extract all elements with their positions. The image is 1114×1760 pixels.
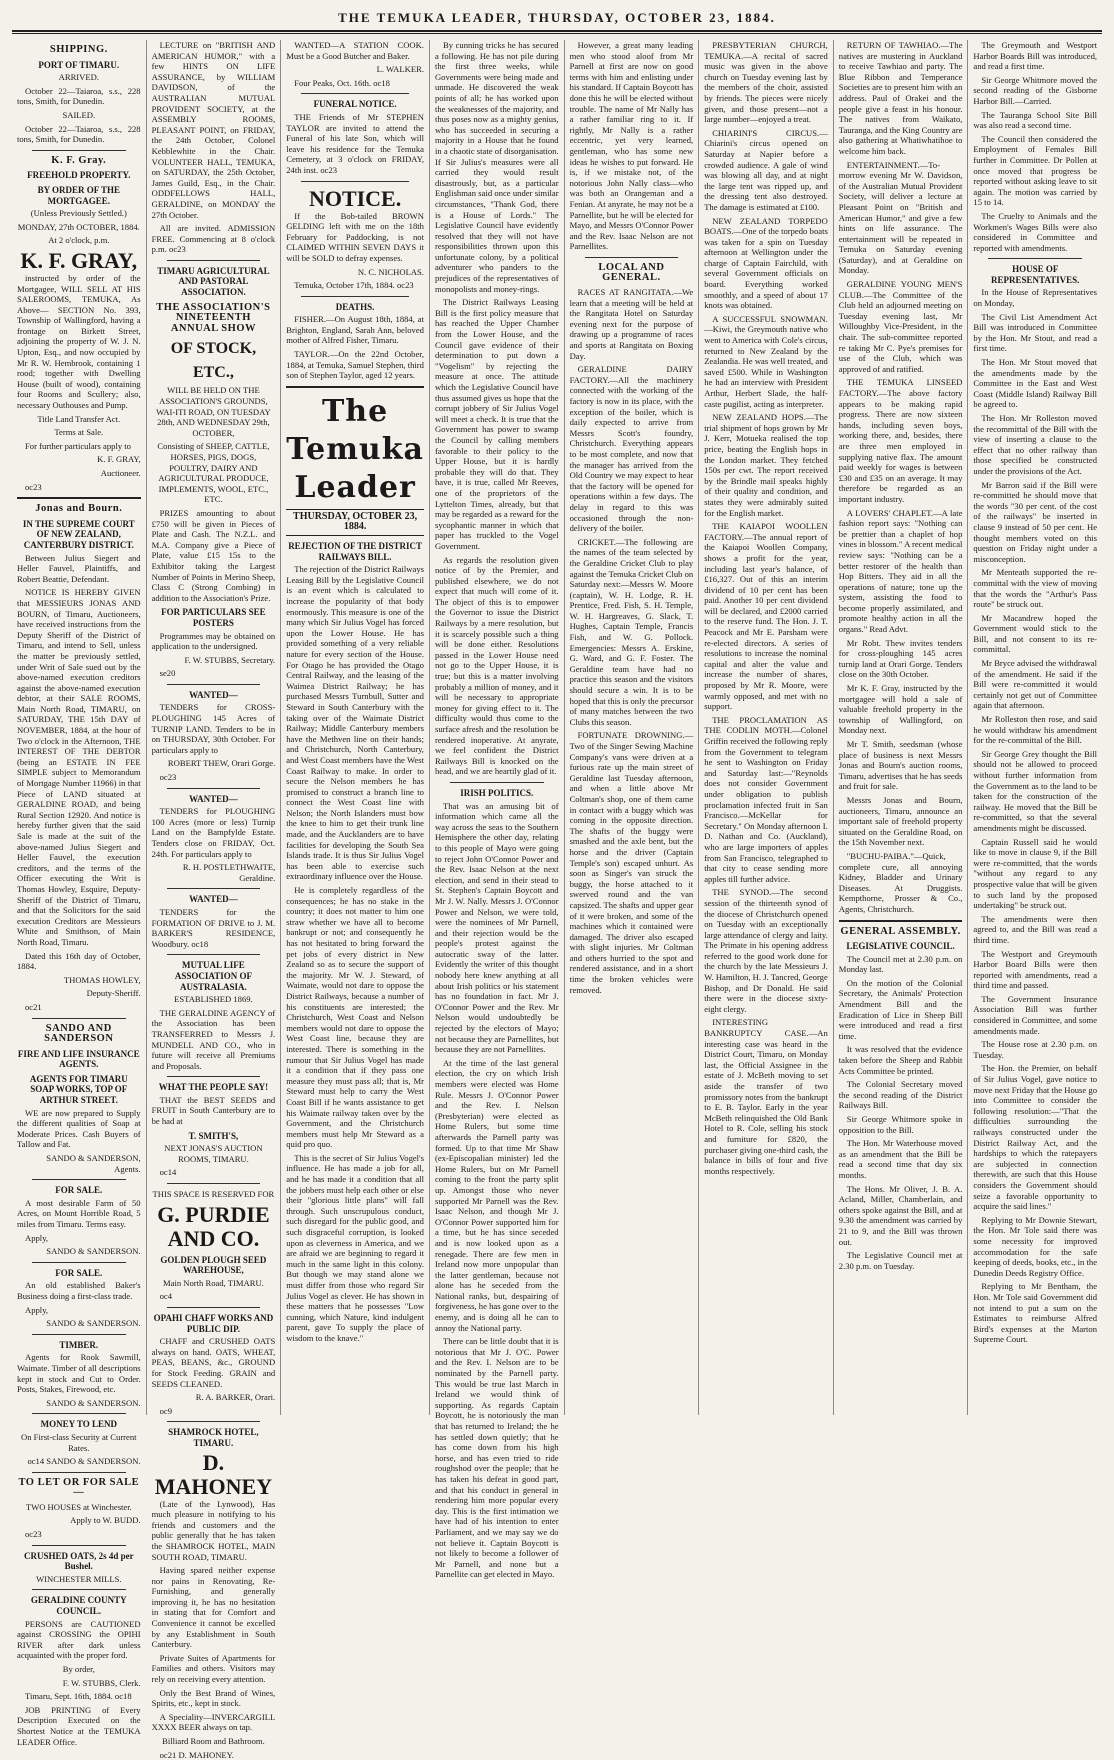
tenders-cross: TENDERS for CROSS-PLOUGHING 145 Acres of TURNIP LAND. Tenders to be in on THURSDAY, 30th October. For particulars apply to xyxy=(151,702,276,755)
geraldine-agency: THE GERALDINE AGENCY of the Association has been TRANSFERRED to Messrs J. MUNDELL AND CO., who in future will receive all Premiums and Proposals. xyxy=(151,1007,276,1071)
bakers-text: An old established Baker's Business doing a first-class trade. xyxy=(17,1280,141,1301)
opahi-title: OPAHI CHAFF WORKS AND PUBLIC DIP. xyxy=(153,1313,274,1334)
gray-name: K. F. Gray. xyxy=(51,154,107,166)
stock-title: OF STOCK, ETC., xyxy=(170,340,257,382)
sando-title: SANDO AND SANDERSON xyxy=(44,1022,114,1045)
consisting-text: Consisting of SHEEP, CATTLE, HORSES, PIGS, DOGS, POULTRY, DAIRY AND AGRICULTURAL PRODUCE, IMPLEMENTS, WOOL, ETC., ETC. xyxy=(157,441,270,505)
news-item: GERALDINE YOUNG MEN'S CLUB.—The Committee of the Club held an adjourned meeting on Tuesday evening last, Mr Willoughby Vice-President, in the chair. The sub-committee reported re taking Mr C. Pye's premises for use of the Club, which was approved of and ratified. xyxy=(838,279,963,374)
golden-title: GOLDEN PLOUGH SEED WAREHOUSE, xyxy=(160,1254,267,1276)
council-paragraph: The Hon. Mr Waterhouse moved as an amendment that the Bill be read a second time that day six months. xyxy=(838,1138,963,1180)
house-paragraph: Mr Barron said if the Bill were re-committed he should move that the words "30 per cent. of the cost of the railways" be inserted in clause 9 instead of 50 per cent. He thought members voted on this question on Friday night under a misconception. xyxy=(973,479,1098,564)
court-body: NOTICE IS HEREBY GIVEN that MESSIEURS JONAS AND BOURN, of Timaru, Auctioneers, have received instructions from the Deputy Sheriff of the District of Timaru, and intend to Sell, unless the matter be previously settled, under Writ of Sale sued out by the above-named execution creditors against the above-named execution debtor, at their SALE ROOMS, Main North Road, TIMARU, on SATURDAY, THE 15th DAY of NOVEMBER, 1884, at the hour of Two o'clock in the Afternoon, THE INTEREST OF THE DEBTOR (being an ESTATE IN FEE SIMPLE subject to Memorandum of Mortgage Number 11966) in that Piece of LAND situated at GERALDINE ROAD, and being Rural Section 12920. And notice is hereby further given that the said Sale is made at the suit of the above-named Julius Siegert and Heller Fauvel, the execution creditors, and the terms of the Officer executing the Writ is Thomas Howley, Esquire, Deputy-Sheriff of the District of Timaru, and that the Solicitors for the said execution Creditors are Messieurs White and Smithson, of Main North Road, Timaru. xyxy=(17,587,141,947)
thew-signature: ROBERT THEW, Orari Gorge. xyxy=(167,758,276,769)
particulars: For further particulars apply to xyxy=(25,440,131,451)
divider xyxy=(301,93,409,94)
apply-text: Apply, xyxy=(25,1232,49,1243)
deputy: Deputy-Sheriff. xyxy=(86,988,141,999)
sando-signature: SANDO & SANDERSON. xyxy=(46,1397,141,1408)
nicholas-signature: N. C. NICHOLAS. xyxy=(357,266,424,277)
news-item: INTERESTING BANKRUPTCY CASE.—An interesting case was heard in the District Court, Timaru, on Monday last, the Official Assignee in the estate of J. McBeth moving to set aside the transfer of two promissory notes from the bankrupt to E. B. Taylor. Early in the year McBeth relinquished the Old Bank Hotel to R. Cole, selling his stock and furniture for £820, the purchaser giving one-third cash, the balance in bills of four and five months respectively. xyxy=(704,1017,828,1176)
court-dated: Dated this 16th day of October, 1884. xyxy=(17,950,141,972)
main-north: Main North Road, TIMARU. xyxy=(163,1277,264,1288)
house-paragraph: The Government Insurance Association Bill was further considered in Committee, and some amendments made. xyxy=(973,993,1098,1036)
council-paragraph: The Council met at 2.30 p.m. on Monday last. xyxy=(838,953,963,975)
only-best-text: Only the Best Brand of Wines, Spirits, etc., kept in stock. xyxy=(151,1687,276,1709)
court-between: Between Julius Siegert and Heller Fauvel, Plaintiffs, and Robert Beattie, Defendant. xyxy=(17,552,141,584)
running-header: THE TEMUKA LEADER, THURSDAY, OCTOBER 23, 1884. xyxy=(338,10,776,25)
established-text: ESTABLISHED 1869. xyxy=(174,994,253,1005)
house-paragraph: The Hon. Mr Stout moved that the amendments made by the Committee in the East and West Coast (Middle Island) Railway Bill be agreed to. xyxy=(973,357,1098,410)
council-paragraph: The Tauranga School Site Bill was also read a second time. xyxy=(973,109,1098,131)
howley: THOMAS HOWLEY, xyxy=(63,974,141,985)
news-item: RETURN OF TAWHIAO.—The natives are mustering in Auckland to receive Tawhiao and party. The Blue Ribbon and Temperance Societies are to present him with an address. Paul of Orakei and the people give a feast in his honour. The natives from Waikato, Tauranga, and the King Country are also gathering at Whatiwhatihoe to welcome him back. xyxy=(838,40,963,156)
admission-text: All are invited. ADMISSION FREE. Commencing at 8 o'clock p.m. oc23 xyxy=(151,223,276,255)
divider xyxy=(167,1421,261,1422)
column-6 xyxy=(699,40,834,1415)
house-paragraph: Mr Menteath supported the re-committal with the view of moving that the words the "Arthur's Pass route" be struck out. xyxy=(973,567,1098,610)
freehold-title: FREEHOLD PROPERTY. xyxy=(27,170,131,181)
order-text: By order, xyxy=(62,1664,95,1674)
house-paragraph: Sir George Grey thought the Bill should not be allowed to proceed without further information from the Government as to the land to be taken for the construction of the railway. He moved that the Bill be re-committed, so that the several amendments might be discussed. xyxy=(973,748,1098,833)
column-4 xyxy=(430,40,565,1580)
news-item: Mr T. Smith, seedsman (whose place of business is next Messrs Jonas and Bourn's auction rooms, Timaru, advertises that he has seeds and fruit for sale. xyxy=(838,739,963,792)
arrived-text: October 22—Taiaroa, s.s., 228 tons, Smith, for Dunedin. xyxy=(17,85,141,107)
house-paragraph: The amendments were then agreed to, and the Bill was read a third time. xyxy=(973,913,1098,945)
four-peaks: Four Peaks, Oct. 16th. oc18 xyxy=(294,77,390,88)
divider xyxy=(167,260,261,261)
title-land: Title Land Transfer Act. xyxy=(37,413,121,424)
column-1 xyxy=(12,40,147,1747)
rejection-paragraph: This is the secret of Sir Julius Vogel's influence. He has made a job for all, and he has made it a condition that all the jobbers must help each other or else their "glorious little plans" will fall through. Such unscrupulous conduct, such disregard for the public good, and such disgraceful corruption, is looked upon as cleverness in America, and we are afraid we are beginning to regard it much in the same light in this colony. But though we may stand alone we must differ from those who regard Sir Julius Vogel as clever. He has shown in these matters that he possesses "Low cunning, which Nature, kind indulgent parent, gave To supply the place of wisdom to the knave." xyxy=(286,1152,424,1343)
divider xyxy=(32,150,126,151)
divider xyxy=(32,1589,126,1590)
news-item: GERALDINE DAIRY FACTORY.—All the machinery connected with the working of the factory is now in its place, with the exception of the boiler, which is daily expected to arrive from Messrs Scott's foundry, Christchurch. Everything appears to be most complete, and now that the manager has arrived from the Old Country we may expect to hear that the factory will be opened for operations within a few days. The delay in regard to this was occasioned through the non-delivery of the boiler. xyxy=(569,364,694,534)
irish-paragraph: However, a great many leading men who stood aloof from Mr Parnell at first are now on good terms with him and enlisting under his standard. If Captain Boycott has done this he will be elected without trouble. The name of Mr Nally has a rather familiar ring to it. If rightly, Mr Nally is a rather eccentric, yet very learned, gentleman, who has some new ideas he wishes to put forward. He is, if we mistake not, of the notorious John Nally class—who was both an Orangeman and a Fenian. At anyrate, he may not be a Parnellite, but he will be elected for Mayo, and Messrs O'Connor Power and the Rev. Isaac Nelson are not Parnellites. xyxy=(569,40,694,252)
divider xyxy=(32,1262,126,1263)
news-item: THE KAIAPOI WOOLLEN FACTORY.—The annual report of the Kaiapoi Woollen Company, shows a profit for the year, including last year's balance, of £16,327. Out of this an interim dividend of 10 per cent has been paid. Another 10 per cent dividend will be declared, and £2000 carried to the reserve fund. The Hon. J. T. Peacock and Mr E. Parsham were re-elected directors. A series of resolutions to increase the nominal capital and alter the value and increase the number of shares, proposed by Mr R. Moore, were warmly opposed, and met with no support. xyxy=(704,521,828,712)
wanted-title: WANTED— xyxy=(189,689,238,700)
terms: Terms at Sale. xyxy=(54,427,104,438)
news-item: A LOVERS' CHAPLET.—A late fashion report says: "Nothing can be prettier than a chaplet of hop vines in blossom." A recent medical review says: "Nothing can be a better restorer of the health than Hop Bitters. They aid in all the operations of nature; tone up the system, assisting the food to become properly assimilated, and promote healthy action in all the organs." Read Advt. xyxy=(838,507,963,635)
taylor-death: TAYLOR.—On the 22nd October, 1884, at Temuka, Samuel Stephen, third son of Stephen Taylor, aged 12 years. xyxy=(286,349,424,381)
mortgagee-title: BY ORDER OF THE MORTGAGEE. xyxy=(37,184,121,206)
divider xyxy=(32,1018,126,1019)
billiard-text: Billiard Room and Bathroom. xyxy=(162,1736,265,1746)
programmes-text: Programmes may be obtained on application to the undersigned. xyxy=(151,630,276,652)
shipping-title: SHIPPING. xyxy=(49,44,108,55)
council-paragraph: The Legislative Council met at 2.30 p.m. on Tuesday. xyxy=(838,1250,963,1271)
sando-sub: FIRE AND LIFE INSURANCE AGENTS. xyxy=(17,1048,140,1070)
crushed-title: CRUSHED OATS, 2s 4d per Bushel. xyxy=(24,1550,134,1572)
best-seeds: THAT the BEST SEEDS and FRUIT in South Canterbury are to be had at xyxy=(151,1094,276,1127)
house-paragraph: Mr Rolleston then rose, and said he would withdraw his amendment for the re-committal of the Bill. xyxy=(973,714,1098,746)
house-paragraph: Mr Bryce advised the withdrawal of the amendment. He said if the Bill were re-committed it would certainly not get out of Committee again that afternoon. xyxy=(973,658,1098,711)
winchester-mills: WINCHESTER MILLS. xyxy=(36,1573,122,1584)
sando-signature: oc14 SANDO & SANDERSON. xyxy=(27,1456,141,1467)
divider xyxy=(450,782,544,783)
held-text: WILL BE HELD ON THE ASSOCIATION'S GROUNDS, WAI-ITI ROAD, ON TUESDAY 28th, AND WEDNESDAY 29th, OCTOBER, xyxy=(156,385,271,438)
sailed-label: SAILED. xyxy=(62,109,96,120)
divider xyxy=(167,1076,261,1077)
article-paragraph: By cunning tricks he has secured a following. He has not pile during the first three weeks, while Governments were being made and unmade. He discovered the weak points of all; he has worked upon the weaknesses of the majority, and thus poses now as a mighty genius, who has succeeded in securing a majority in a House that he found in a chaotic state of disorganisation. If Sir Julius's measures were all carried they would result disastrously, but, as a particular Englishman said once under similar circumstances, "Thank God, there is a House of Lords." The Legislative Council have evidently resolved that they will not have responsibilities thrown upon this unfortunate colony, by a political adventurer who panders to the prejudices of the representatives of monopolists and money-rings. xyxy=(434,40,559,294)
irish-paragraph: That was an amusing bit of information which came all the way across the seas to the Southern Hemisphere the other day, relating to this people of Mayo were going to reject John O'Connor Power and the Rev. Isaac Nelson at the next election, and send in their stead to St. Stephen's Captain Boycott and Mr J. W. Nally. Messrs J. O'Connor Power and Nelson, we were told, were the nominees of Mr Parnell, and their rejection would be the people's protest against the autocratic sway of the latter. Evidently the writer of this thought nobody here knew anything at all about Irish politics or his statement has no foundation in fact. Mr J. O'Connor Power and the Rev. Mr Nelson would undoubtedly be rejected by the electors of Mayo; not because they are Parnellites, but because they are not Parnellites. xyxy=(434,800,559,1055)
timaru-date: Timaru, Sept. 16th, 1884. oc18 xyxy=(25,1691,132,1702)
rejection-paragraph: He is completely regardless of the consequences; he has no stake in the country; it does not matter to him one straw whether we have all to become bankrupt or not; and consequently he has not hesitated to bring forward the pet jobs of every district in New Zealand so as to secure the support of the majority. Mr W. J. Steward, of Waimate, would not dare to oppose the District Railways, because a number of his constituents are interested; the Christchurch, West Coast and Nelson members would not dare to oppose the West Coast line, because they are interested. There is something in the rumour that Sir Julius Vogel has made it a condition that if they pass one measure they must pass all; that is, Mr Steward must help to carry the West Coast Bill if he wants assistance to get his Waimate railway taken over by the Government, and the Christchurch members must help Mr Steward as a quid pro quo. xyxy=(286,885,424,1150)
court-title: IN THE SUPREME COURT OF NEW ZEALAND, CANTERBURY DISTRICT. xyxy=(22,518,135,550)
council-paragraph: Sir George Whitmore spoke in opposition to the Bill. xyxy=(838,1114,963,1135)
persons-text: PERSONS are CAUTIONED against CROSSING the OPIHI RIVER after dark unless acquainted with the proper ford. xyxy=(17,1618,141,1661)
header-rule xyxy=(12,30,1102,34)
divider xyxy=(167,888,261,889)
port-title: PORT OF TIMARU. xyxy=(38,59,120,70)
forsale-title: FOR SALE. xyxy=(55,1185,103,1196)
sando-signature: SANDO & SANDERSON. xyxy=(46,1318,141,1329)
lecture-text: LECTURE on "BRITISH AND AMERICAN HUMOR," with a few HINTS ON LIFE ASSURANCE, by WILLIAM DAVIDSON, of the AUSTRALIAN MUTUAL PROVIDENT SOCIETY, at the ASSEMBLY ROOMS, PLEASANT POINT, on FRIDAY, the 24th October, Colonel Kebblewhite in the Chair. VOLUNTEER HALL, TEMUKA, on SATURDAY, the 25th October, James Guild, Esq., in the Chair. ODDFELLOWS HALL, GERALDINE, on MONDAY the 27th October. xyxy=(151,40,276,220)
mahoney-signature: oc21 D. MAHONEY. xyxy=(159,1749,234,1760)
sando-signature: SANDO & SANDERSON, Agents. xyxy=(46,1153,141,1174)
stubbs-signature: F. W. STUBBS, Clerk. xyxy=(62,1677,141,1688)
news-item: ENTERTAINMENT.—To-morrow evening Mr W. Davidson, of the Australian Mutual Provident Society, will deliver a lecture at Pleasant Point on "British and American Humor," and give a few hints on life assurance. The entertainment will be repeated in Temuka on Saturday evening (Saturday), and at Geraldine on Monday. xyxy=(838,159,963,276)
divider xyxy=(32,1472,126,1473)
assoc-title: THE ASSOCIATION'S NINETEENTH ANNUAL SHOW xyxy=(156,301,271,334)
column-2 xyxy=(147,40,282,1760)
monday-text: MONDAY, 27th OCTOBER, 1884. xyxy=(17,221,140,232)
news-item: CHIARINI'S CIRCUS.—Chiarini's circus opened on Saturday at Napier before a crowded audience. A gale of wind was blowing all day, and at night the large tent was ripped up, and the dressing tent also destroyed. The damage is estimated at £100. xyxy=(704,127,828,212)
arrived-label: ARRIVED. xyxy=(58,72,99,83)
particulars-title: FOR PARTICULARS SEE POSTERS xyxy=(161,607,266,628)
irish-paragraph: There can be little doubt that it is notorious that Mr J. O'C. Power and the Rev. I. Nelson are to be nominated by the Parnell party. This would be true last March in Ireland we would think of supporting. As regards Captain Boycott, he is notoriously the man that has returned to Ireland; the he has settled down quietly; that he has come down from his high horse, and has even tried to ride roughshod over the people; that he has taken his defeat in good part, and that his conduct in general in rendering him more popular every day. This is the first intimation we have had of his intention to enter Parliament, and we may say we do not believe it. Captain Boycott is not likely to become a follower of Mr Parnell, and none but a Parnellite can get elected in Mayo. xyxy=(434,1336,559,1580)
news-item: "BUCHU-PAIBA."—Quick, complete cure, all annoying Kidney, Bladder and Urinary Diseases. At Druggists. Kempthorne, Prosser & Co., Agents, Christchurch. xyxy=(838,850,963,914)
wanted-title: WANTED— xyxy=(189,793,238,804)
deaths-title: DEATHS. xyxy=(335,301,375,312)
at-two-text: At 2 o'clock, p.m. xyxy=(48,235,110,246)
news-item: Mr Robt. Thew invites tenders for cross-ploughing 145 acres turnip land at Orari Gorge. Tenders close on the 30th October. xyxy=(838,637,963,680)
tenders-plough: TENDERS for PLOUGHING 100 Acres (more or less) Turnip Land on the Bampfylde Estate. Tenders close on FRIDAY, Oct. 24th. For particulars apply to xyxy=(151,806,276,859)
news-item: RACES AT RANGITATA.—We learn that a meeting will be held at the Rangitata Hotel on Saturday evening next for the purpose of drawing up a programme of races and sports at Rangitata on Boxing Day. xyxy=(569,287,694,361)
news-item: NEW ZEALAND TORPEDO BOATS.—One of the torpedo boats was taken for a spin on Tuesday afternoon at Wellington under the charge of Captain Fairchild, with several Government officials on board. Everything worked smoothly, and a speed of about 17 knots was obtained. xyxy=(704,215,828,311)
purdie-title: G. PURDIE AND CO. xyxy=(157,1201,270,1251)
article-paragraph: As regards the resolution given notice of by the Premier, and published elsewhere, we do not expect that much will come of it. The object of this is to empower the Governor to issue the District Railways by a mere resolution, but it is scarcely possible such a thing will be done either. Resolutions passed in the Lower House need not go to the Upper House, it is true; but this is a matter involving probably a million of money, and it will be necessary to appropriate money for giving effect to it. The difficulty would thus come to the surface afresh and the resolution be rendered inoperative. At anyrate, we feel confident the District Railways Bill is knocked on the head, and we are heartily glad of it. xyxy=(434,554,559,777)
divider xyxy=(839,920,963,922)
news-item: CRICKET.—The following are the names of the team selected by the Geraldine Cricket Club to play against the Temuka Cricket Club on Saturday next:—Messrs W. Moore (captain), W. H. Lodge, R. H. Prentice, Fred. Fish, S. H. Temple, W. H. Hargreaves, G. Slack, T. Hughes, Captain Temple, Francis Fish, and W. G. Pollock. Emergencies: Messrs A. Erskine, G. Ward, and G. F. Foster. The Geraldine team have had no practice this season and the visitors should secure a win. It is to be hoped that this is only the precursor of many matches between the two Clubs this season. xyxy=(569,536,694,727)
divider xyxy=(167,684,261,685)
house-paragraph: The House rose at 2.30 p.m. on Tuesday. xyxy=(973,1039,1098,1060)
funeral-body: THE Friends of Mr STEPHEN TAYLOR are invited to attend the Funeral of his late Son, which will leave his residence for the Temuka Cemetery, at 3 o'clock on FRIDAY, 24th inst. oc23 xyxy=(286,111,424,175)
column-3 xyxy=(281,40,430,1415)
barker-signature: R. A. BARKER, Orari. xyxy=(195,1392,276,1403)
irish-paragraph: At the time of the last general election, the cry on which Irish members were elected was Home Rule. Messrs J. O'Connor Power and the Rev. I. Nelson (Presbyterian) were elected as Home Rulers, but some time afterwards the Parnell party was formed. Up to that time Mr Shaw (ex-Episcopalian minister) led the Home Rulers, but on Mr Parnell coming to the front the party split up. Amongst those who never supported Mr Parnell was the Rev. Isaac Nelson, and though Mr J. O'Connor Power supported him for a time, but he has since seceded and is now looked upon as a renegade. There are few men in Ireland now more unpopular than the latter gentleman, because not alone has he seceded from the National ranks, but, despairing of forgiveness, he has gone over to the enemy, and is doing all he can to annoy the National party. xyxy=(434,1057,559,1333)
code: oc14 xyxy=(159,1167,177,1178)
code: oc4 xyxy=(159,1291,173,1302)
news-item: FORTUNATE DROWNING.—Two of the Singer Sewing Machine Company's vans were driven at a furious rate up the main street of Geraldine last Tuesday afternoon, and when a little above Mr Coltman's shop, one of them came in contact with a buggy which was coming in the opposite direction. The shafts of the buggy were smashed and the axle bent, but the horse and the driver (Captain Temple's son) escaped unhurt. As soon as Singer's van struck the buggy, the horse attached to it swerved round and the van capsized. The shafts and upper gear of it were broken, and some of the machines which it contained were damaged. The driver also escaped with slight injuries. Mr Coltman and others hurried to the spot and rendered assistance, and in a short time the broken vehicles were removed. xyxy=(569,730,694,995)
unless-text: (Unless Previously Settled.) xyxy=(30,208,127,219)
code: oc9 xyxy=(159,1405,173,1416)
sando-signature: SANDO & SANDERSON. xyxy=(46,1246,141,1257)
shamrock-title: SHAMROCK HOTEL, TIMARU. xyxy=(168,1427,259,1448)
council-paragraph: The Greymouth and Westport Harbor Boards Bill was introduced, and read a first time. xyxy=(973,40,1098,72)
divider xyxy=(32,1179,126,1180)
gray-signature: K. F. GRAY, xyxy=(97,454,141,465)
budd-signature: Apply to W. BUDD. xyxy=(70,1515,141,1526)
mahoney-title: D. MAHONEY xyxy=(154,1449,273,1499)
house-paragraph: Captain Russell said he would like to move in clause 9, if the Bill were re-committed, that the words "without any regard to any prospective value that will be given to such land by the proposed undertaking" be struck out. xyxy=(973,836,1098,911)
news-item: THE TEMUKA LINSEED FACTORY.—The above factory appears to be making rapid progress. There are now sixteen hands, including seven boys, working there, and, besides, there are three men employed in supplying native flax. The amount paid weekly for wages is between £30 and £35 on an average. It may therefore be regarded as an important industry. xyxy=(838,377,963,504)
masthead: The Temuka Leader xyxy=(286,393,424,505)
apply-text: Apply, xyxy=(25,1304,49,1315)
divider xyxy=(286,386,424,388)
gray-big: K. F. GRAY, xyxy=(20,247,138,273)
divider xyxy=(32,1413,126,1414)
news-item: THE PROCLAMATION AS THE CODLIN MOTH.—Colonel Griffin received the following reply from the Government to telegram he sent to Washington on Friday and Saturday last:—"Reynolds does not consider Government under obligation to publish proclamation infected fruit in San Francisco.—McKellar for Secretary." On Monday afternoon I. D. Nathan and Co. (Auckland), who are large importers of apples from San Francisco, telegraphed to that city to cease sending more apples till further advice. xyxy=(704,714,828,884)
divider xyxy=(988,258,1082,259)
council-paragraph: The Hons. Mr Oliver, J. B. A. Acland, Miller, Chamberlain, and others spoke against the Bill, and at 9.30 the amendment was carried by 21 to 9, and the Bill was thrown out. xyxy=(838,1183,963,1247)
assembly-title: GENERAL ASSEMBLY. xyxy=(840,925,961,937)
wanted-title: WANTED— xyxy=(189,894,238,905)
code: oc23 xyxy=(159,772,177,783)
dateline: THURSDAY, OCTOBER 23, 1884. xyxy=(286,509,424,536)
reserved-text: THIS SPACE IS RESERVED FOR xyxy=(152,1189,275,1200)
council-paragraph: Sir George Whitmore moved the second reading of the Gisborne Harbor Bill.—Carried. xyxy=(973,74,1098,106)
house-paragraph: The Westport and Greymouth Harbor Board Bills were then reported with amendments, read a third time and passed. xyxy=(973,948,1098,991)
column-5 xyxy=(565,40,700,1415)
legislative-title: LEGISLATIVE COUNCIL. xyxy=(846,941,955,952)
house-paragraph: The Civil List Amendment Act Bill was introduced in Committee by the Hon. Mr Stout, and read a first time. xyxy=(973,311,1098,354)
mutual-title: MUTUAL LIFE ASSOCIATION OF AUSTRALASIA. xyxy=(174,960,252,992)
tolet-body: TWO HOUSES at Winchester. xyxy=(25,1501,132,1512)
wanted-cook: WANTED—A STATION COOK. Must be a Good Butcher and Baker. xyxy=(286,40,424,61)
council-title: GERALDINE COUNTY COUNCIL. xyxy=(30,1595,127,1617)
divider xyxy=(167,788,261,789)
columns xyxy=(12,40,1102,1760)
nicholas-date: Temuka, October 17th, 1884. oc23 xyxy=(294,280,414,291)
divider xyxy=(32,1334,126,1335)
agri-title: TIMARU AGRICULTURAL AND PASTORAL ASSOCIATION. xyxy=(157,265,270,298)
tolet-title: TO LET OR FOR SALE— xyxy=(18,1476,140,1499)
notice-title: NOTICE. xyxy=(308,185,402,211)
auctioneer: Auctioneer. xyxy=(100,468,141,478)
prizes-text: PRIZES amounting to about £750 will be given in Pieces of Plate and Cash. The N.Z.L. and M.A. Company give a Piece of Plate, value £15 15s to the Exhibitor taking the Largest Number of Points in Merino Sheep, Class C (Strong Combing) in addition to the Association's Prize. xyxy=(151,507,276,603)
news-item: Mr K. F. Gray, instructed by the mortgagee will hold a sale of valuable freehold property in the township of Wallingford, on Monday next. xyxy=(838,683,963,736)
local-title: LOCAL AND GENERAL. xyxy=(598,261,665,284)
divider xyxy=(167,1183,261,1184)
divider xyxy=(585,257,679,258)
mahoney-body: (Late of the Lynwood), Has much pleasure in notifying to his friends and customers and the public generally that he has taken the SHAMROCK HOTEL, MAIN SOUTH ROAD, TIMARU. xyxy=(151,1498,276,1562)
postlethwaite-signature: R. H. POSTLETHWAITE, Geraldine. xyxy=(182,862,276,883)
money-title: MONEY TO LEND xyxy=(40,1419,117,1430)
house-paragraph: The Hon. the Premier, on behalf of Sir Julius Vogel, gave notice to move next Friday that the House go into Committee to consider the following resolution:—"That the difficulties surrounding the railways constructed under the District Railway Act, and the hardships to which the ratepayers are subjected in connection therewith, are such that this House considers the Government should seize a favorable opportunity to acquire the said lines." xyxy=(973,1063,1098,1212)
smiths-title: T. SMITH'S, xyxy=(188,1130,239,1141)
house-paragraph: Mr Macandrew hoped the Government would stick to the Bill, and not consent to its re-committal. xyxy=(973,612,1098,655)
news-item: PRESBYTERIAN CHURCH, TEMUKA.—A recital of sacred music was given in the above church on Tuesday evening last by the members of the choir, assisted by friends. The pieces were nicely given, and those present—not a large number—enjoyed a treat. xyxy=(704,40,828,125)
divider xyxy=(32,1545,126,1546)
timber-title: TIMBER. xyxy=(59,1339,99,1350)
forsale-title: FOR SALE. xyxy=(55,1267,103,1278)
column-8 xyxy=(968,40,1102,1415)
irish-title: IRISH POLITICS. xyxy=(460,787,534,798)
news-item: THE SYNOD.—The second session of the thirteenth synod of the diocese of Christchurch opened on Tuesday with an exceptionally large attendance of clergy and laity. The Primate in his opening address referred to the good work done for the church by the late Messieurs J. W. Hamilton, H. J. Tancred, George Bishop, and Dr Donald. He said there were in the diocese sixty-eight clergy. xyxy=(704,887,828,1014)
column-7 xyxy=(834,40,969,1415)
soap-body: WE are now prepared to Supply the different qualities of Soap at Moderate Prices. Cash Buyers of Tallow and Fat. xyxy=(17,1107,141,1150)
house-paragraph: Replying to Mr Bentham, the Hon. Mr Tole said Government did not intend to put a sum on the Estimates to reimburse Alfred Bird's expenses at the Marton Supreme Court. xyxy=(973,1281,1098,1345)
rejection-title: REJECTION OF THE DISTRICT RAILWAYS BILL. xyxy=(288,541,422,562)
next-jonas: NEXT JONAS'S AUCTION ROOMS, TIMARU. xyxy=(164,1143,263,1164)
code: oc21 xyxy=(25,1001,42,1012)
code: oc23 xyxy=(25,481,42,492)
divider xyxy=(17,497,141,499)
private-text: Private Suites of Apartments for Families and others. Visitors may rely on receiving every attention. xyxy=(151,1652,276,1685)
tenders-drive: TENDERS for the FORMATION OF DRIVE to J. M. BARKER'S RESIDENCE, Woodbury. oc18 xyxy=(151,906,276,949)
divider xyxy=(167,1307,261,1308)
farm-text: A most desirable Farm of 50 Acres, on Mount Horrible Road, 5 miles from Timaru. Terms easy. xyxy=(17,1197,141,1229)
walker-signature: L. WALKER. xyxy=(376,64,424,75)
news-item: Messrs Jonas and Bourn, auctioneers, Timaru, announce an important sale of freehold property situated on the Geraldine Road, on the 15th November next. xyxy=(838,794,963,848)
council-paragraph: On the motion of the Colonial Secretary, the Animals' Protection Amendment Bill and the Eradication of Lice in Sheep Bill were introduced and read a first time. xyxy=(838,977,963,1041)
council-paragraph: It was resolved that the evidence taken before the Sheep and Rabbit Acts Committee be printed. xyxy=(838,1044,963,1076)
jonas-title: Jonas and Bourn. xyxy=(35,503,123,515)
news-item: NEW ZEALAND HOPS.—The trial shipment of hops grown by Mr J. Kerr, Motueka realised the top price, beating the English hops in the London market. They fetched 150s per cwt. The report received by the Brindle mail speaks highly of their quality and condition, and states they were admirably suited for the English market. xyxy=(704,412,828,518)
house-title: HOUSE OF REPRESENTATIVES. xyxy=(990,264,1080,285)
house-paragraph: The Hon. Mr Rolleston moved the recommittal of the Bill with the view of inserting a clause to the effect that no other railway than those specified be constructed under the provisions of the Act. xyxy=(973,413,1098,476)
funeral-title: FUNERAL NOTICE. xyxy=(313,99,397,110)
council-paragraph: The Cruelty to Animals and the Workmen's Wages Bills were also considered in Committee and reported with amendments. xyxy=(973,210,1098,253)
money-body: On First-class Security at Current Rates. xyxy=(21,1431,137,1453)
article-paragraph: The District Railways Leasing Bill is the first policy measure that has reached the Upper Chamber from the Lower House, and the Council gave evidence of their determination to put down a "Vogelism" by rejecting the measure at once. The attitude which the Legislative Council have thus assumed gives us hope that the corrupt jobbery of Sir Julius Vogel will meet a check. It is true that the Government has power to swamp the Council by calling members favorable to their policy to the Upper House, but it is hardly probable they will do that. They have, it is true, called Mr Reeves, one of the proprietors of the Lyttelton Times, already, but that may be regarded as a reward for the sycophantic manner in which that paper has truckled to the Vogel Government. xyxy=(434,297,559,551)
timber-body: Agents for Rook Sawmill, Waimate. Timber of all descriptions kept in stock and Cut to Order. Posts, Stakes, Firewood, etc. xyxy=(17,1352,141,1395)
code: se20 xyxy=(159,668,176,679)
house-paragraph: Replying to Mr Downie Stewart, the Hon. Mr Tole said there was some necessity for improved accommodation for the safe keeping of deeds, books, etc., in the Dunedin Deeds Registry Office. xyxy=(973,1214,1098,1278)
rejection-paragraph: The rejection of the District Railways Leasing Bill by the Legislative Council is an event which is calculated to increase the popularity of that body enormously. This measure is one of the many which Sir Julius Vogel has forced upon the Lower House. He has provided something of a very reliable nature for every section of the House. For Otago he has provided the Otago Central Railway, and the leasing of the Waimea District Railway; he has purchased Messrs Turnbull, Sutter and Steward in South Canterbury with the taking over of the Waimate District Railway; Middle Canterbury members have the Methven line on their hands; and Christchurch, North Canterbury, and West Coast members have the West Coast Railway to make. In order to secure the Nelson members he has promised to construct a branch line to connect the West Coast line with Nelson; the North Islanders must bow the knee to him to get their trunk line made, and the Aucklanders are to have facilities for developing the South Sea Islands trade. It is thus Sir Julius Vogel has been able to exercise such extraordinary influence over the House. xyxy=(286,564,424,882)
council-paragraph: The Council then considered the Employment of Females Bill further in Committee. Dr Pollen at once moved that progress be reported without asking leave to sit again. The motion was carried by 15 to 14. xyxy=(973,133,1098,208)
what-people-title: WHAT THE PEOPLE SAY! xyxy=(158,1082,269,1093)
having-text: Having spared neither expense nor pains in Renovating, Re-Furnishing, and generally improving it, he has no hesitation in stating that for Comfort and Convenience it cannot be excelled by any Establishment in South Canterbury. xyxy=(151,1565,276,1650)
notice-body: If the Bob-tailed BROWN GELDING left with me on the 18th February for Paddocking, is not CLAIMED WITHIN SEVEN DAYS it will be SOLD to defray expenses. xyxy=(286,210,424,263)
divider xyxy=(301,296,409,297)
sailed-text: October 22—Taiaroa, s.s., 228 tons, Smith, for Dunedin. xyxy=(17,123,141,145)
stubbs-signature: F. W. STUBBS, Secretary. xyxy=(184,654,276,665)
house-paragraph: In the House of Representatives on Monday, xyxy=(973,287,1098,309)
council-paragraph: The Colonial Secretary moved the second reading of the District Railways Bill. xyxy=(838,1079,963,1111)
code: oc23 xyxy=(25,1529,42,1540)
fisher-death: FISHER.—On August 18th, 1884, at Brighton, England, Sarah Ann, beloved mother of Alfred Fisher, Timaru. xyxy=(286,314,424,346)
soap-title: AGENTS FOR TIMARU SOAP WORKS, TOP OF ARTHUR STREET. xyxy=(29,1073,128,1106)
news-item: A SUCCESSFUL SNOWMAN.—Kiwi, the Greymouth native who went to America with Cole's circus, returned to New Zealand by the Zealandia. He was well treated, and saved £500. While in Washington he had an interview with President Arthur, Herbert Slade, the half-caste pugilist, acting as interpreter. xyxy=(704,313,828,409)
xxxx-text: A Speciality—INVERCARGILL XXXX BEER always on tap. xyxy=(151,1711,276,1733)
job-printing: JOB PRINTING of Every Description Executed on the Shortest Notice at the TEMUKA LEADER Office. xyxy=(17,1704,141,1747)
gray-body: instructed by order of the Mortgagee, WILL SELL AT HIS SALEROOMS, TEMUKA, As Above— SECTION No. 393, Township of Wallingford, having a frontage on Birkett Street, adjoining the property of W. J. N. Upton, Esq., and now occupied by Mr R. W. Hembrook, containing 1 rood; together with Dwelling House (built of wood), containing four Rooms and Scullery; also, necessary Outhouses and Pump. xyxy=(17,272,141,411)
chaff-text: CHAFF and CRUSHED OATS always on hand. OATS, WHEAT, PEAS, BEANS, &c., GROUND for Stock Feeding. GRAIN and SEEDS CLEANED. xyxy=(151,1336,276,1389)
divider xyxy=(167,954,261,955)
divider xyxy=(301,181,409,182)
